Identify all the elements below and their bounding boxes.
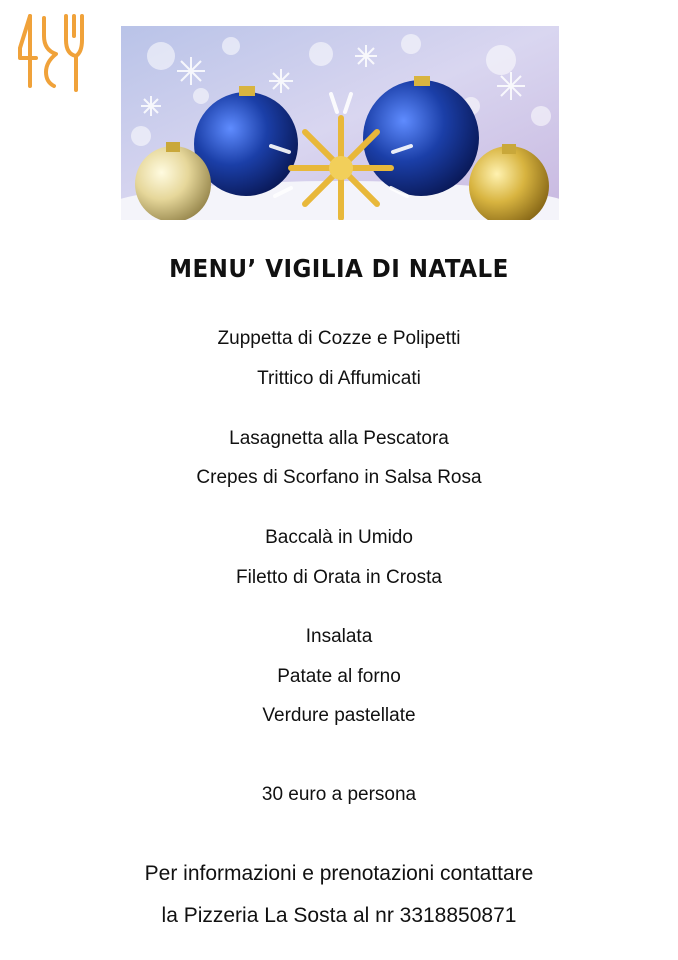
menu-item: Lasagnetta alla Pescatora — [229, 428, 449, 449]
menu-item: Zuppetta di Cozze e Polipetti — [217, 328, 461, 349]
menu-item: Crepes di Scorfano in Salsa Rosa — [196, 467, 482, 488]
menu-item: Patate al forno — [277, 666, 401, 687]
menu-item: Baccalà in Umido — [265, 527, 413, 548]
fork-knife-logo-icon — [14, 10, 90, 96]
menu-item: Filetto di Orata in Crosta — [236, 567, 442, 588]
price-text: 30 euro a persona — [261, 784, 417, 805]
contact-line-2: la Pizzeria La Sosta al nr 3318850871 — [161, 904, 517, 927]
christmas-banner-image — [121, 26, 559, 220]
menu-item: Verdure pastellate — [262, 705, 416, 726]
contact-line-1: Per informazioni e prenotazioni contattare — [144, 862, 534, 885]
menu-title: MENU’ VIGILIA DI NATALE — [169, 254, 509, 283]
menu-item: Trittico di Affumicati — [257, 368, 421, 389]
menu-item: Insalata — [305, 626, 373, 647]
